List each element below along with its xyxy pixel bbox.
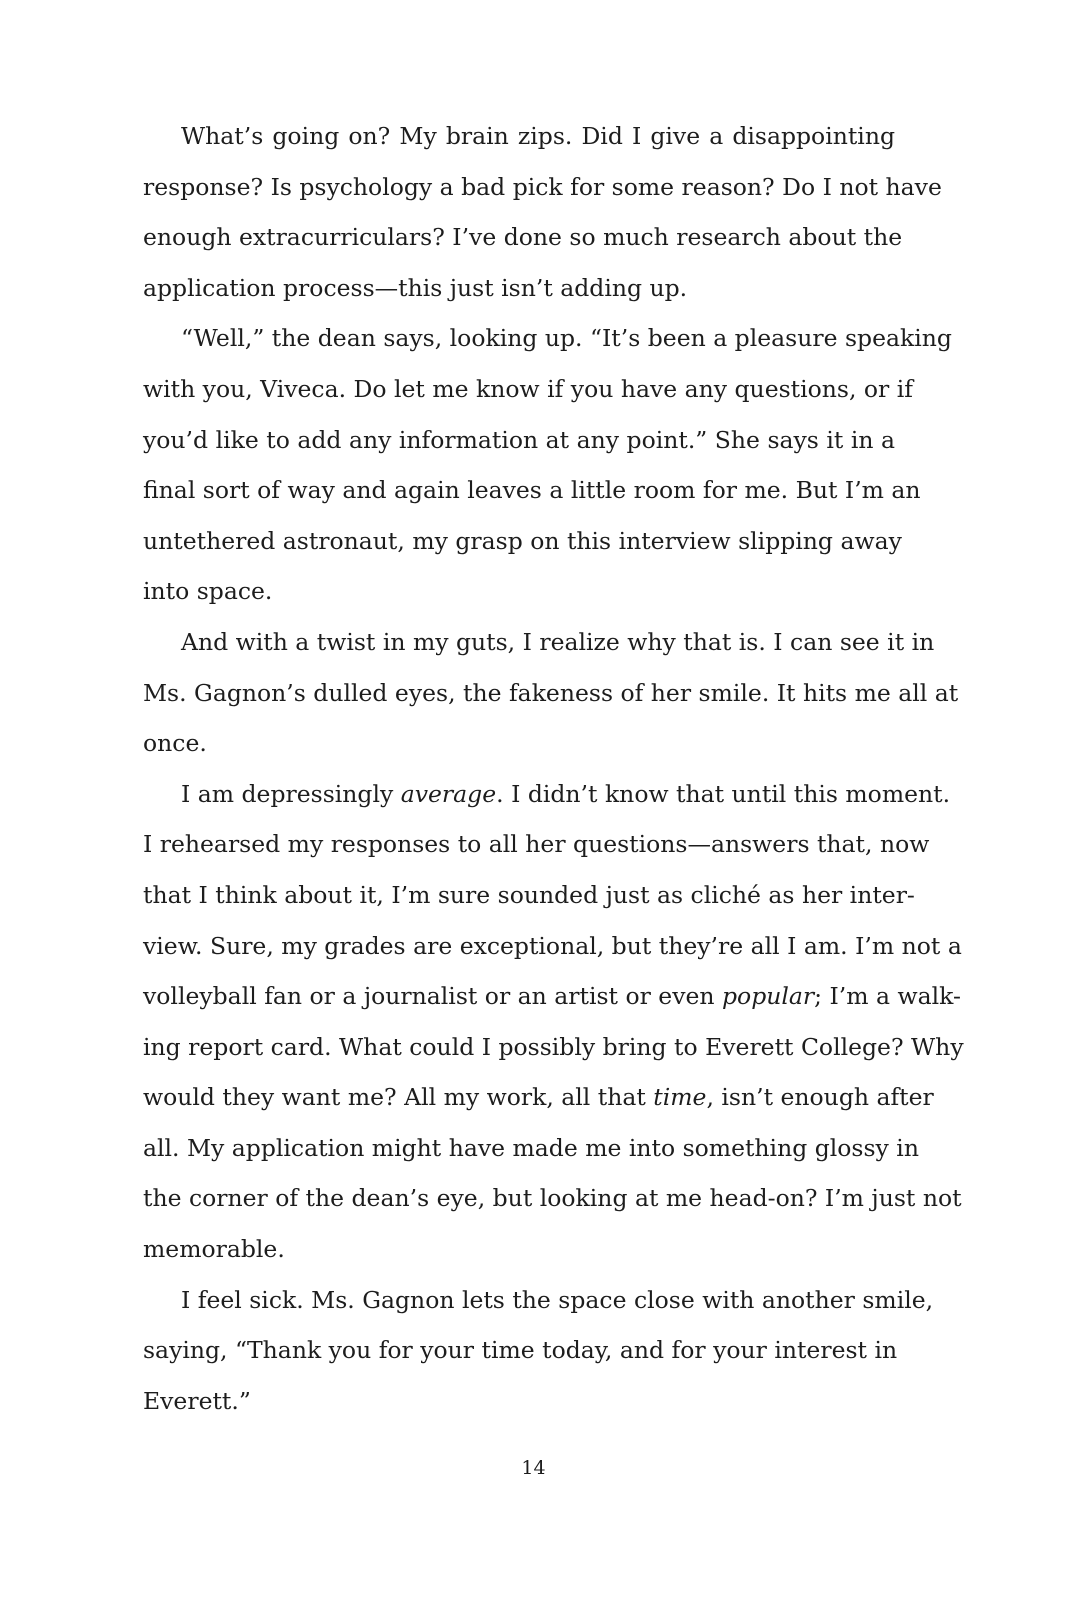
- text-line: [143, 1022, 964, 1073]
- text-line: [143, 415, 895, 466]
- text-segment: Ms. Gagnon’s dulled eyes, the fakeness of her smile. It hits me all at: [143, 678, 959, 707]
- text-line: [143, 263, 895, 314]
- text-line: [143, 1224, 895, 1275]
- text-line: [143, 617, 935, 668]
- text-line: [143, 819, 930, 870]
- text-line: [143, 668, 959, 719]
- text-segment: application process—this just isn’t adding up.: [143, 273, 688, 302]
- text-segment: And with a twist in my guts, I realize why that is. I can see it in: [181, 627, 935, 656]
- text-segment: . I didn’t know that until this moment.: [496, 779, 951, 808]
- text-line: [143, 1123, 919, 1174]
- text-line: [143, 971, 961, 1022]
- text-line: [143, 769, 951, 820]
- body-text: [143, 111, 964, 1426]
- text-segment: final sort of way and again leaves a little room for me. But I’m an: [143, 476, 921, 505]
- text-segment: with you, Viveca. Do let me know if you have any questions, or if: [143, 374, 913, 403]
- text-line: [143, 465, 921, 516]
- text-line: [143, 566, 895, 617]
- text-line: [143, 313, 952, 364]
- text-line: [143, 1325, 898, 1376]
- text-segment: What’s going on? My brain zips. Did I give a disappointing: [181, 122, 895, 150]
- text-segment: you’d like to add any information at any point.” She says it in a: [143, 425, 895, 454]
- text-segment: ; I’m a walk-: [814, 982, 961, 1011]
- text-segment: I am depressingly: [181, 779, 401, 808]
- text-segment: view. Sure, my grades are exceptional, but they’re all I am. I’m not a: [143, 931, 962, 960]
- text-segment: enough extracurriculars? I’ve done so much research about the: [143, 223, 903, 252]
- text-segment: the corner of the dean’s eye, but looking at me head-on? I’m just not: [143, 1184, 962, 1213]
- text-line: [143, 1072, 934, 1123]
- text-line: [143, 212, 903, 263]
- text-line: [143, 516, 902, 567]
- text-segment: saying, “Thank you for your time today, and for your interest in: [143, 1336, 898, 1365]
- text-segment: into space.: [143, 577, 273, 606]
- text-line: [143, 870, 915, 921]
- text-segment: volleyball fan or a journalist or an artist or even: [143, 982, 722, 1011]
- italic-text: average: [400, 779, 497, 808]
- text-segment: I feel sick. Ms. Gagnon lets the space close with another smile,: [181, 1285, 934, 1314]
- text-segment: Everett.”: [143, 1386, 251, 1415]
- text-line: [143, 1173, 962, 1224]
- text-segment: would they want me? All my work, all that: [143, 1083, 654, 1112]
- text-segment: once.: [143, 729, 207, 758]
- text-line: [143, 162, 942, 213]
- italic-text: popular: [722, 982, 815, 1011]
- text-line: [143, 111, 895, 162]
- text-segment: that I think about it, I’m sure sounded just as cliché as her inter-: [143, 880, 915, 909]
- text-segment: “Well,” the dean says, looking up. “It’s been a pleasure speaking: [181, 324, 952, 353]
- text-line: [143, 364, 913, 415]
- text-segment: untethered astronaut, my grasp on this interview slipping away: [143, 526, 902, 555]
- italic-text: time: [653, 1083, 707, 1112]
- text-segment: response? Is psychology a bad pick for some reason? Do I not have: [143, 172, 942, 201]
- text-line: [143, 1376, 895, 1427]
- text-segment: all. My application might have made me into something glossy in: [143, 1133, 919, 1162]
- text-segment: memorable.: [143, 1235, 285, 1264]
- text-line: [143, 718, 895, 769]
- text-line: [143, 1275, 934, 1326]
- page-number: 14: [521, 1457, 546, 1479]
- text-segment: ing report card. What could I possibly bring to Everett College? Why: [143, 1032, 964, 1061]
- text-segment: , isn’t enough after: [706, 1083, 934, 1112]
- text-segment: I rehearsed my responses to all her questions—answers that, now: [143, 830, 930, 859]
- text-line: [143, 921, 962, 972]
